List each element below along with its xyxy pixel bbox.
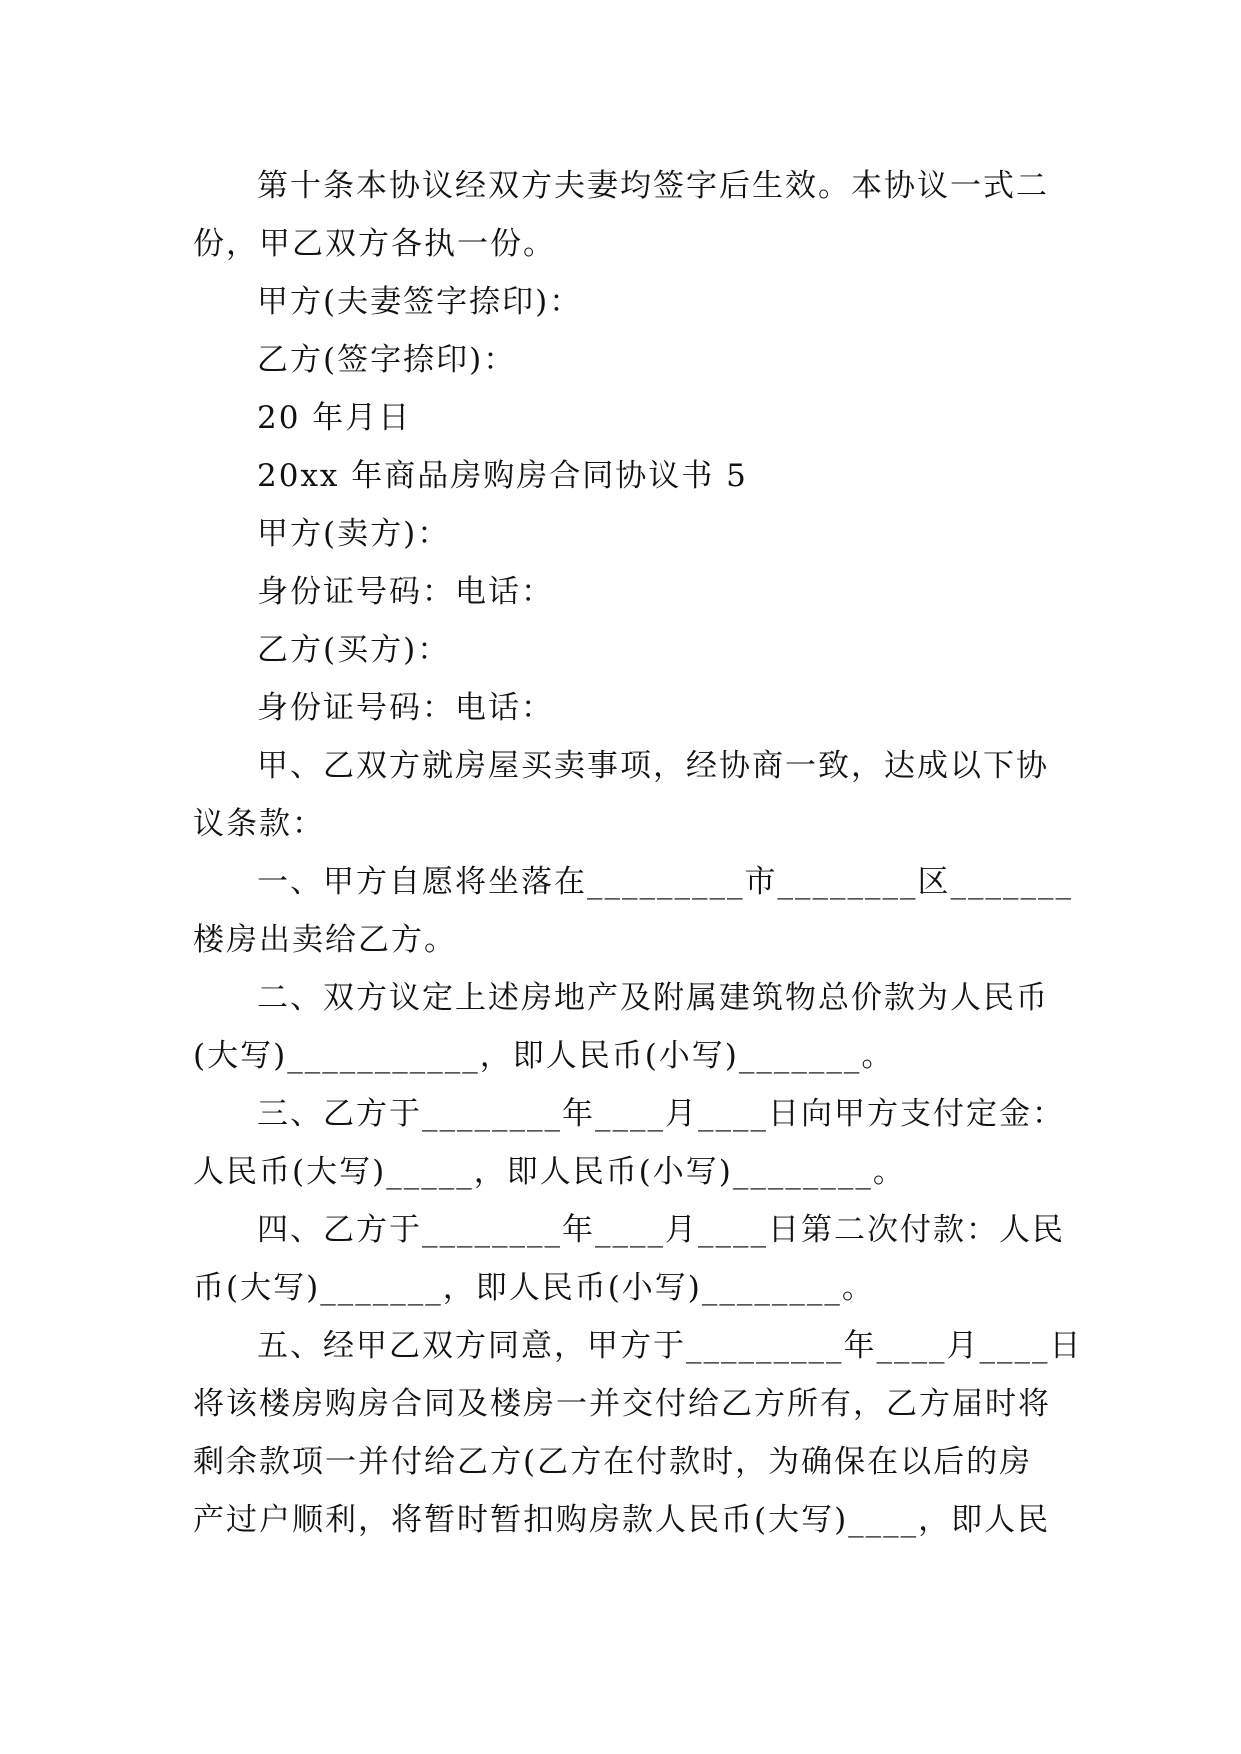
clause-three-line-2: 人民币(大写)_____，即人民币(小写)________。 (193, 1154, 906, 1190)
buyer-line: 乙方(买方)： (257, 632, 451, 668)
party-a-signature-line: 甲方(夫妻签字捺印)： (257, 284, 583, 320)
seller-id-phone-line: 身份证号码：电话： (257, 574, 554, 610)
clause-four-line-1: 四、乙方于________年____月____日第二次付款：人民 (257, 1212, 1065, 1248)
clause-four-line-2: 币(大写)_______，即人民币(小写)________。 (193, 1270, 875, 1306)
clause-five-line-4: 产过户顺利，将暂时暂扣购房款人民币(大写)____，即人民 (193, 1502, 1051, 1538)
preamble-line-2: 议条款： (193, 806, 325, 842)
clause-five-line-3: 剩余款项一并付给乙方(乙方在付款时，为确保在以后的房 (193, 1444, 1033, 1480)
clause-ten-line-2: 份，甲乙双方各执一份。 (193, 226, 556, 262)
clause-five-line-1: 五、经甲乙双方同意，甲方于_________年____月____日 (257, 1328, 1083, 1364)
document-body (193, 157, 1083, 1549)
clause-ten-line-1: 第十条本协议经双方夫妻均签字后生效。本协议一式二 (257, 168, 1049, 204)
clause-one-line-2: 楼房出卖给乙方。 (193, 922, 457, 958)
section-title: 20xx 年商品房购房合同协议书 5 (257, 458, 748, 494)
preamble-line-1: 甲、乙双方就房屋买卖事项，经协商一致，达成以下协 (257, 748, 1049, 784)
seller-line: 甲方(卖方)： (257, 516, 451, 552)
clause-two-line-2: (大写)___________，即人民币(小写)_______。 (193, 1038, 895, 1074)
date-line: 20 年月日 (257, 400, 412, 436)
clause-three-line-1: 三、乙方于________年____月____日向甲方支付定金： (257, 1096, 1065, 1132)
buyer-id-phone-line: 身份证号码：电话： (257, 690, 554, 726)
clause-five-line-2: 将该楼房购房合同及楼房一并交付给乙方所有，乙方届时将 (193, 1386, 1051, 1422)
party-b-signature-line: 乙方(签字捺印)： (257, 342, 517, 378)
clause-one-line-1: 一、甲方自愿将坐落在_________市________区_______ (257, 864, 1073, 900)
clause-two-line-1: 二、双方议定上述房地产及附属建筑物总价款为人民币 (257, 980, 1049, 1016)
